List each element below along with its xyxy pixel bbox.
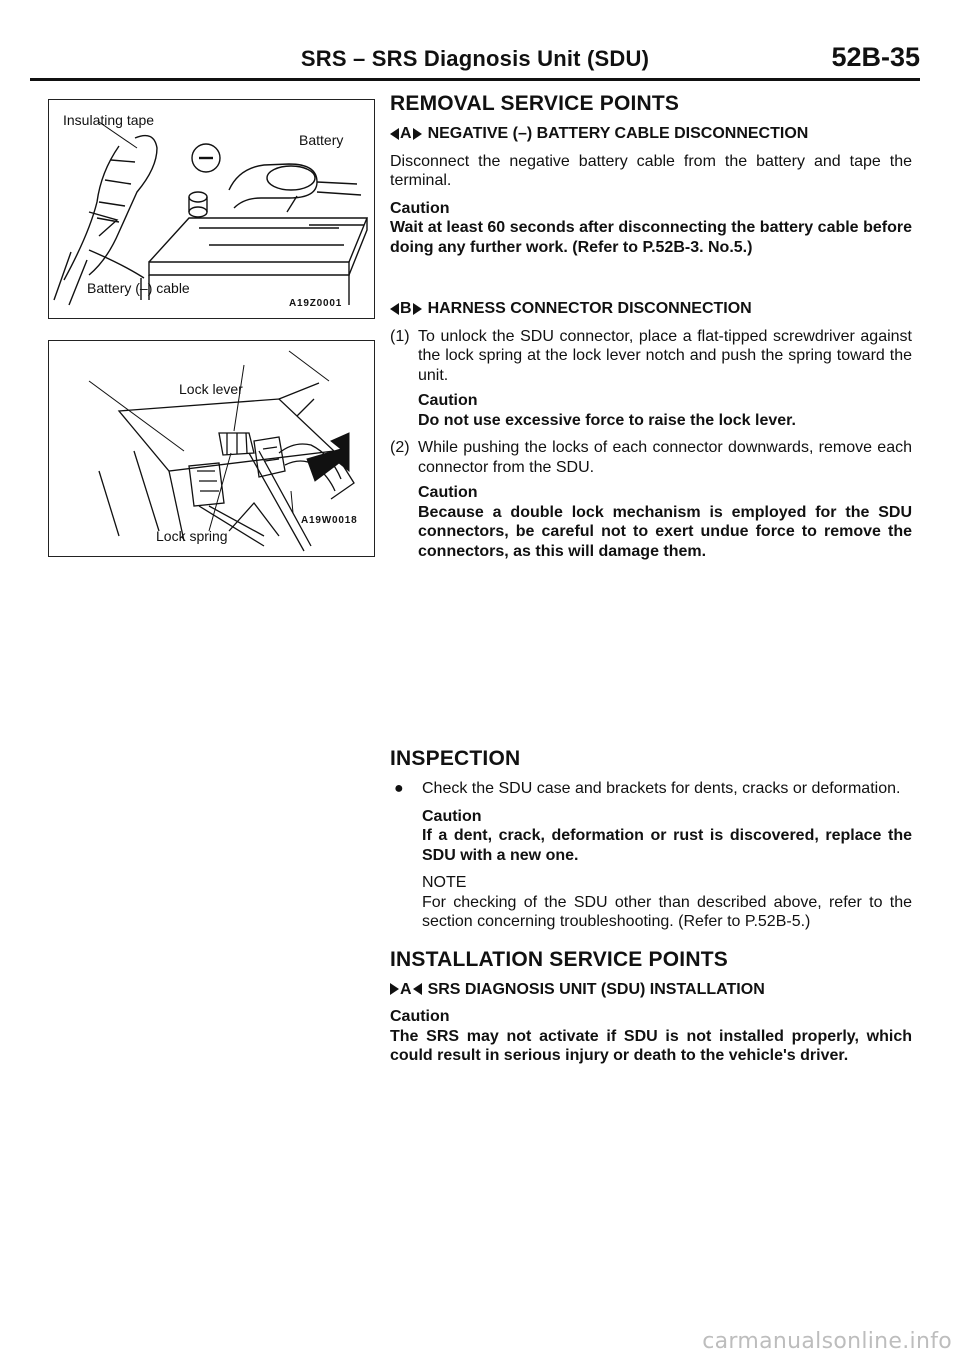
- figure-lock-lever: [48, 340, 375, 557]
- caution-label: Caution: [422, 807, 482, 825]
- page-header: [30, 40, 920, 80]
- note-label: NOTE: [422, 874, 467, 891]
- arrow-indicator: [307, 433, 349, 481]
- right-triangle-icon: [413, 303, 422, 315]
- label-lock-lever: Lock lever: [179, 381, 243, 397]
- caution-text: Because a double lock mechanism is employed for the SDU connectors, be careful not to exert undue force to remove the connectors, as this will damage them.: [418, 503, 912, 560]
- marker-a: A: [390, 124, 422, 144]
- label-battery: Battery: [299, 132, 344, 148]
- left-triangle-icon: [413, 983, 422, 995]
- left-triangle-icon: [390, 128, 399, 140]
- figure-code-battery: A19Z0001: [289, 298, 343, 309]
- marker-b: B: [390, 299, 422, 319]
- page-number: 52B-35: [831, 42, 920, 72]
- header-rule: [30, 78, 920, 81]
- bullet-icon: ●: [394, 780, 404, 797]
- caution-label: Caution: [418, 484, 478, 501]
- removal-a-heading: A NEGATIVE (–) BATTERY CABLE DISCONNECTION: [390, 124, 912, 144]
- step-text: To unlock the SDU connector, place a flat-tipped screwdriver against the lock spring at the lock lever notch and push the spring toward the unit.: [418, 327, 912, 384]
- main-content: [390, 92, 912, 1074]
- removal-title: REMOVAL SERVICE POINTS: [390, 92, 680, 115]
- removal-b-heading: B HARNESS CONNECTOR DISCONNECTION: [390, 299, 912, 319]
- label-insulating-tape: Insulating tape: [63, 112, 155, 128]
- step-text: While pushing the locks of each connector downwards, remove each connector from the SDU.: [418, 439, 912, 476]
- step-number: (2): [390, 439, 410, 456]
- label-battery-negative-cable: Battery (–) cable: [87, 280, 190, 296]
- page-title: SRS – SRS Diagnosis Unit (SDU): [300, 46, 650, 71]
- inspection-title: INSPECTION: [390, 747, 521, 770]
- figure-battery: [48, 99, 375, 319]
- step-1: [390, 327, 912, 431]
- marker-install-a: A: [390, 980, 422, 1000]
- right-triangle-icon: [413, 128, 422, 140]
- caution-label: Caution: [390, 1008, 450, 1025]
- caution-text: Wait at least 60 seconds after disconnecting the battery cable before doing any further work. (Refer to P.52B-3. No.5.): [390, 219, 912, 256]
- caution-text: Do not use excessive force to raise the lock lever.: [418, 411, 796, 429]
- step-2: [390, 438, 912, 561]
- caution-label: Caution: [418, 392, 478, 409]
- installation-heading: A SRS DIAGNOSIS UNIT (SDU) INSTALLATION: [390, 980, 912, 1000]
- removal-a-text: Disconnect the negative battery cable from the battery and tape the terminal.: [390, 152, 912, 189]
- right-triangle-icon: [390, 983, 399, 995]
- caution-text: If a dent, crack, deformation or rust is discovered, replace the SDU with a new one.: [422, 827, 912, 864]
- left-triangle-icon: [390, 303, 399, 315]
- installation-title: INSTALLATION SERVICE POINTS: [390, 947, 728, 971]
- inspection-item: [390, 779, 912, 932]
- watermark: carmanualsonline.info: [702, 1329, 952, 1354]
- caution-label: Caution: [390, 199, 450, 217]
- step-number: (1): [390, 327, 410, 345]
- inspection-text: Check the SDU case and brackets for dents, cracks or deformation.: [422, 780, 901, 797]
- note-text: For checking of the SDU other than described above, refer to the section concerning troubleshooting. (Refer to P.52B-5.): [422, 893, 912, 930]
- caution-text: The SRS may not activate if SDU is not installed properly, which could result in serious injury or death to the vehicle's driver.: [390, 1027, 912, 1064]
- label-lock-spring: Lock spring: [156, 528, 228, 544]
- figure-code-lock-lever: A19W0018: [301, 515, 358, 526]
